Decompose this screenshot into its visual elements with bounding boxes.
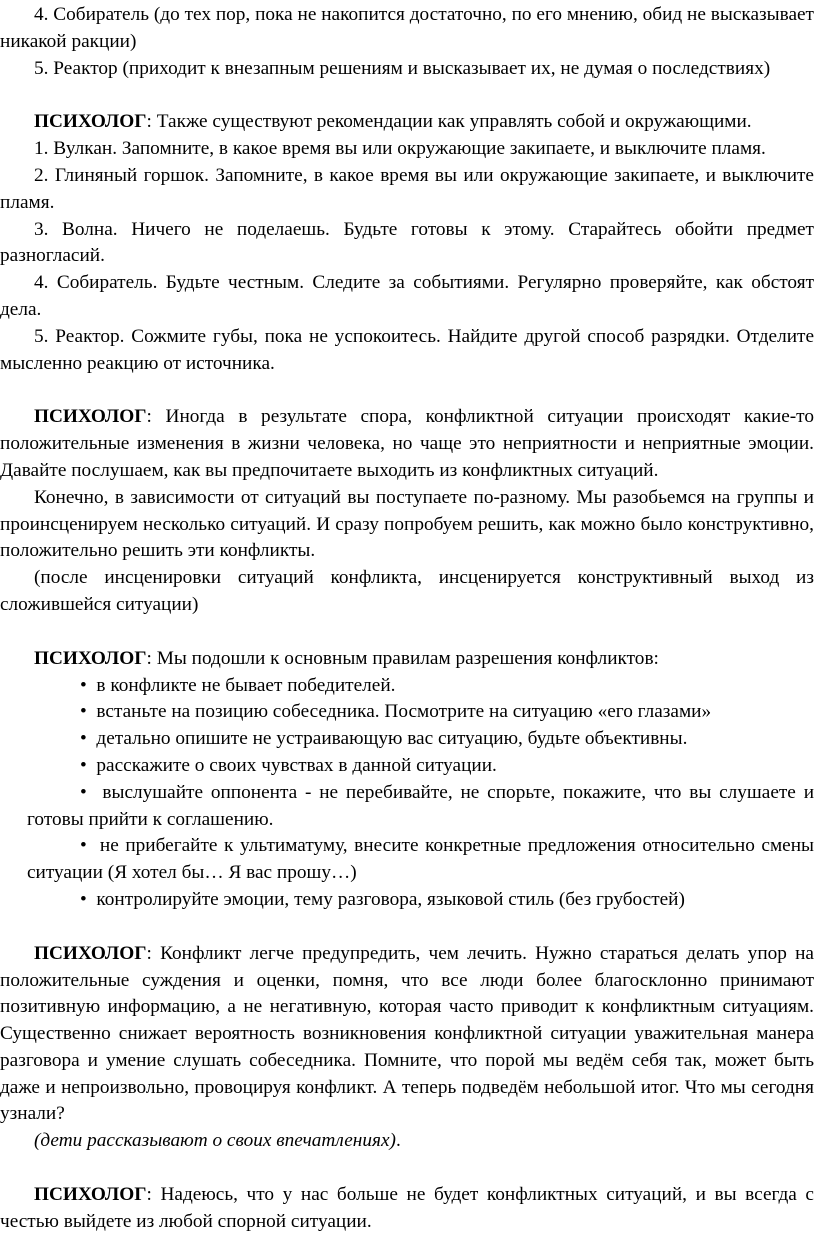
rule-text xyxy=(27,833,814,887)
conflict-intro-lead: : Иногда в результате спора, конфликтной ситуации происходят какие-то положительные изменения в жизни человека, но чаще это неприятности и неприятные эмоции. Давайте послушаем, как вы предпочитаете выходить из конфликтных ситуаций. xyxy=(0,406,814,481)
psychologist-block-closing xyxy=(0,1182,814,1236)
speaker-label: ПСИХОЛОГ xyxy=(34,1184,147,1206)
spacer xyxy=(0,619,814,646)
rule-text-content: выслушайте оппонента - не перебивайте, не спорьте, покажите, что вы слушаете и готовы прийти к соглашению. xyxy=(27,781,815,830)
rule-text xyxy=(27,699,814,726)
recommendations-lead: : Также существуют рекомендации как управлять собой и окружающими. xyxy=(146,111,752,133)
children-note xyxy=(0,1128,814,1155)
list-item xyxy=(62,753,814,780)
rule-text xyxy=(27,726,814,753)
rule-text-content: встаньте на позицию собеседника. Посмотрите на ситуацию «его глазами» xyxy=(96,701,712,723)
rules-list xyxy=(0,673,814,914)
list-item xyxy=(62,887,814,914)
bullet-icon: • xyxy=(80,781,87,803)
list-item xyxy=(27,780,815,834)
spacer xyxy=(0,377,814,404)
speaker-label: ПСИХОЛОГ xyxy=(34,647,147,669)
bullet-icon: • xyxy=(80,835,87,857)
children-note-text: (дети рассказывают о своих впечатлениях) xyxy=(34,1130,396,1152)
groups-paragraph: Конечно, в зависимости от ситуаций вы поступаете по-разному. Мы разобьемся на группы и проинсценируем несколько ситуаций. И сразу попробуем решить, как можно было конструктивно, положительно решить эти конфликты. xyxy=(0,486,814,562)
recommendation-item: 4. Собиратель. Будьте честным. Следите за событиями. Регулярно проверяйте, как обстоят дела. xyxy=(0,272,814,320)
speaker-label: ПСИХОЛОГ xyxy=(34,406,147,428)
staging-note: (после инсценировки ситуаций конфликта, инсценируется конструктивный выход из сложившейся ситуации) xyxy=(0,567,814,615)
bullet-icon: • xyxy=(80,728,87,750)
rule-text-content: контролируйте эмоции, тему разговора, языковой стиль (без грубостей) xyxy=(96,888,685,910)
rule-text-content: не прибегайте к ультиматуму, внесите конкретные предложения относительно смены ситуации (Я хотел бы… Я вас прошу…) xyxy=(27,835,814,884)
psychologist-block-conflict-intro xyxy=(0,404,814,484)
psychologist-block-prevention xyxy=(0,941,814,1129)
bullet-icon: • xyxy=(80,754,87,776)
speaker-label: ПСИХОЛОГ xyxy=(34,942,147,964)
psychologist-block-recommendations xyxy=(0,109,814,136)
bullet-icon: • xyxy=(80,674,87,696)
list-item xyxy=(62,726,814,753)
spacer xyxy=(0,1155,814,1182)
rule-text-content: в конфликте не бывает победителей. xyxy=(96,674,396,696)
rule-text xyxy=(27,887,814,914)
list-item xyxy=(27,833,814,887)
list-item xyxy=(62,673,814,700)
list-item xyxy=(62,699,814,726)
prevention-lead: : Конфликт легче предупредить, чем лечить. Нужно стараться делать упор на положительные суждения и оценки, помня, что все люди более благосклонно принимают позитивную информацию, а не негативную, которая часто приводит к конфликтным ситуациям. Существенно снижает вероятность возникновения конфликтной ситуации уважительная манера разговора и умение слушать собеседника. Помните, что порой мы ведём себя так, может быть даже и непроизвольно, провоцируя конфликт. А теперь подведём небольшой итог. Что мы сегодня узнали? xyxy=(0,942,814,1125)
bullet-icon: • xyxy=(80,888,87,910)
rules-lead: : Мы подошли к основным правилам разрешения конфликтов: xyxy=(146,647,659,669)
children-note-end: . xyxy=(395,1130,401,1152)
recommendation-item: 3. Волна. Ничего не поделаешь. Будьте готовы к этому. Старайтесь обойти предмет разногласий. xyxy=(0,218,814,267)
recommendation-item: 2. Глиняный горшок. Запомните, в какое время вы или окружающие закипаете, и выключите пламя. xyxy=(0,164,814,213)
rule-text-content: детально опишите не устраивающую вас ситуацию, будьте объективны. xyxy=(96,728,688,750)
recommendation-item: 5. Реактор. Сожмите губы, пока не успокоитесь. Найдите другой способ разрядки. Отделите мысленно реакцию от источника. xyxy=(0,325,814,374)
psychologist-block-rules xyxy=(0,646,814,673)
recommendation-item: 1. Вулкан. Запомните, в какое время вы или окружающие закипаете, и выключите пламя. xyxy=(34,138,766,160)
intro-paragraph-5: 5. Реактор (приходит к внезапным решениям и высказывает их, не думая о последствиях) xyxy=(34,57,771,79)
rule-text xyxy=(27,753,814,780)
bullet-icon: • xyxy=(80,701,87,723)
rule-text-content: расскажите о своих чувствах в данной ситуации. xyxy=(96,754,497,776)
speaker-label: ПСИХОЛОГ xyxy=(34,111,147,133)
rule-text xyxy=(27,780,814,834)
spacer xyxy=(0,82,814,109)
spacer xyxy=(0,914,814,941)
closing-lead: : Надеюсь, что у нас больше не будет конфликтных ситуаций, и вы всегда с честью выйдете из любой спорной ситуации. xyxy=(0,1184,814,1232)
rule-text xyxy=(27,673,814,700)
intro-paragraph-4: 4. Собиратель (до тех пор, пока не накопится достаточно, по его мнению, обид не высказывает никакой ракции) xyxy=(0,4,814,52)
